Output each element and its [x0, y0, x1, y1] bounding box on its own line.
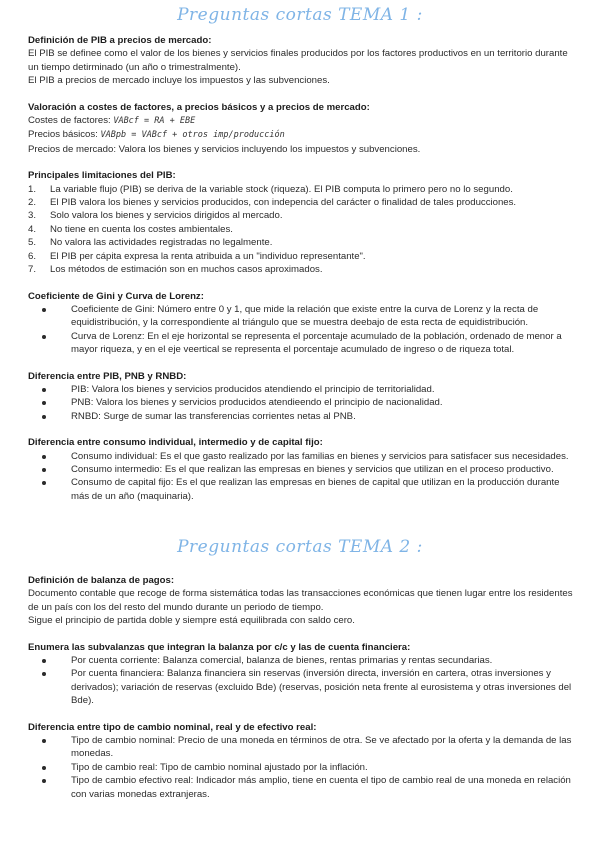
handwritten-formula: VABcf = RA + EBE: [113, 116, 196, 127]
bullet-icon: [42, 481, 46, 485]
list-item: [28, 396, 576, 409]
bullet-icon: [42, 766, 46, 770]
item-number: 6.: [28, 250, 37, 262]
item-text: Por cuenta corriente: Balanza comercial, balanza de bienes, rentas primarias y rentas secundarias.: [71, 655, 493, 667]
section-heading: Definición de PIB a precios de mercado:: [28, 35, 212, 46]
list-item: [28, 761, 576, 774]
list-item: [28, 209, 576, 222]
bullet-icon: [42, 739, 46, 743]
item-text: El PIB per cápita expresa la renta atribuida a un "individuo representante".: [50, 250, 366, 262]
item-text: Coeficiente de Gini: Número entre 0 y 1, que mide la relación que existe entre la curva de Lorenz y la recta de equidistribución, y la correspondiente al triángulo que se muestra deebajo de esta recta de equidistribución.: [71, 303, 539, 329]
item-number: 7.: [28, 264, 37, 276]
item-text: Consumo de capital fijo: Es el que realizan las empresas en bienes de capital que utilizan en la producción durante más de un año (maquinaria).: [71, 477, 560, 502]
costes-line: [28, 114, 576, 128]
bullet-list: [28, 383, 576, 423]
item-text: Tipo de cambio efectivo real: Indicador más amplio, tiene en cuenta el tipo de cambio real de una moneda en relación con varias monedas extranjeras.: [71, 775, 571, 800]
bullet-list: [28, 654, 576, 708]
list-item: [28, 667, 576, 707]
numbered-list: [28, 183, 576, 277]
item-number: 1.: [28, 183, 37, 195]
item-text: Consumo individual: Es el que gasto realizado por las familias en bienes y servicios para satisfacer sus necesidades.: [71, 450, 569, 462]
list-item: [28, 383, 576, 396]
item-number: 4.: [28, 223, 37, 235]
item-text: Tipo de cambio nominal: Precio de una moneda en términos de otra. Se ve afectado por la oferta y la demanda de las monedas.: [71, 735, 572, 760]
section-valoracion: [28, 101, 576, 157]
list-item: [28, 734, 576, 761]
bullet-icon: [42, 401, 46, 405]
tema2-title: Preguntas cortas TEMA 2 :: [177, 537, 423, 557]
item-text: No tiene en cuenta los costes ambientales.: [50, 223, 233, 235]
section-heading: Coeficiente de Gini y Curva de Lorenz:: [28, 290, 204, 302]
list-item: [28, 303, 576, 330]
item-number: 3.: [28, 210, 37, 222]
tema2-content: [28, 574, 576, 814]
section-heading: Definición de balanza de pagos:: [28, 575, 175, 586]
item-text: Los métodos de estimación son en muchos casos aproximados.: [50, 264, 323, 276]
basicos-line: [28, 128, 576, 142]
bullet-icon: [42, 308, 46, 312]
item-text: PNB: Valora los bienes y servicios producidos atendieendo el principio de nacionalidad.: [71, 397, 443, 409]
bullet-icon: [42, 415, 46, 419]
list-item: [28, 410, 576, 423]
item-text: No valora las actividades registradas no legalmente.: [50, 237, 273, 249]
section-tipo-cambio: [28, 721, 576, 801]
item-number: 5.: [28, 237, 37, 249]
section-heading: Diferencia entre consumo individual, intermedio y de capital fijo:: [28, 437, 323, 449]
section-limitaciones: [28, 169, 576, 276]
handwritten-formula: VABpb = VABcf + otros imp/producción: [100, 130, 285, 141]
item-text: Tipo de cambio real: Tipo de cambio nominal ajustado por la inflación.: [71, 761, 368, 773]
list-item: [28, 463, 576, 476]
section-gini: [28, 290, 576, 357]
bullet-icon: [42, 672, 46, 676]
list-item: [28, 654, 576, 667]
item-text: Por cuenta financiera: Balanza financiera sin reservas (inversión directa, inversión en cartera, otras inversiones y derivados); variación de reservas (excluido Bde) (reservas, posición neta frente al eurosistema y otras inversiones del Bde).: [71, 668, 572, 707]
paragraph: Sigue el principio de partida doble y siempre está equilibrada con saldo cero.: [28, 615, 355, 627]
item-text: La variable flujo (PIB) se deriva de la variable stock (riqueza). El PIB computa lo primero pero no lo segundo.: [50, 183, 513, 195]
list-item: [28, 196, 576, 209]
bullet-icon: [42, 779, 46, 783]
section-pib-definition: [28, 34, 576, 88]
section-balanza: [28, 574, 576, 628]
list-item: [28, 330, 576, 357]
list-item: [28, 183, 576, 196]
bullet-list: [28, 734, 576, 801]
bullet-list: [28, 303, 576, 357]
item-text: Consumo intermedio: Es el que realizan las empresas en bienes y servicios que utilizan en el proceso productivo.: [71, 463, 554, 475]
bullet-icon: [42, 388, 46, 392]
section-consumo: [28, 436, 576, 503]
item-text: El PIB valora los bienes y servicios producidos, con indepencia del carácter o finalidad de tales producciones.: [50, 197, 517, 209]
list-item: [28, 476, 576, 503]
section-subbalanzas: [28, 641, 576, 708]
bullet-icon: [42, 455, 46, 459]
item-number: 2.: [28, 197, 37, 209]
item-text: PIB: Valora los bienes y servicios producidos atendiendo el principio de territorialidad.: [71, 383, 435, 395]
bullet-icon: [42, 659, 46, 663]
mercado-line: Precios de mercado: Valora los bienes y servicios incluyendo los impuestos y subvenciones.: [28, 143, 421, 155]
item-text: RNBD: Surge de sumar las transferencias corrientes netas al PNB.: [71, 410, 356, 422]
tema1-content: [28, 34, 576, 516]
bullet-icon: [42, 468, 46, 472]
section-pib-pnb: [28, 370, 576, 424]
list-item: [28, 223, 576, 236]
section-heading: Principales limitaciones del PIB:: [28, 170, 176, 182]
bullet-icon: [42, 335, 46, 339]
list-item: [28, 250, 576, 263]
section-heading: Diferencia entre tipo de cambio nominal, real y de efectivo real:: [28, 721, 317, 733]
paragraph: Documento contable que recoge de forma sistemática todas las transacciones económicas que tienen lugar entre los residentes de un país con los del resto del mundo durante un periodo de tiempo.: [28, 588, 573, 613]
section-heading: Enumera las subvalanzas que integran la balanza por c/c y las de cuenta financiera:: [28, 641, 411, 653]
list-item: [28, 236, 576, 249]
list-item: [28, 774, 576, 801]
item-text: Solo valora los bienes y servicios dirigidos al mercado.: [50, 210, 283, 222]
basicos-label: Precios básicos:: [28, 129, 98, 141]
paragraph: El PIB a precios de mercado incluye los impuestos y las subvenciones.: [28, 75, 330, 87]
paragraph: El PIB se definee como el valor de los bienes y servicios finales producidos por los factores productivos en un territorio durante un tiempo detirminado (un año o trimestralmente).: [28, 48, 568, 73]
section-heading: Diferencia entre PIB, PNB y RNBD:: [28, 370, 187, 382]
tema1-title: Preguntas cortas TEMA 1 :: [177, 5, 423, 25]
costes-label: Costes de factores:: [28, 115, 111, 127]
section-heading: Valoración a costes de factores, a precios básicos y a precios de mercado:: [28, 101, 370, 113]
bullet-list: [28, 450, 576, 504]
list-item: [28, 263, 576, 276]
list-item: [28, 450, 576, 463]
item-text: Curva de Lorenz: En el eje horizontal se representa el porcentaje acumulado de la población, ordenado de menor a mayor riqueza, y en el eje veertical se representa el porcentaje acumulado de ingreso o de riqueza total.: [71, 330, 562, 356]
